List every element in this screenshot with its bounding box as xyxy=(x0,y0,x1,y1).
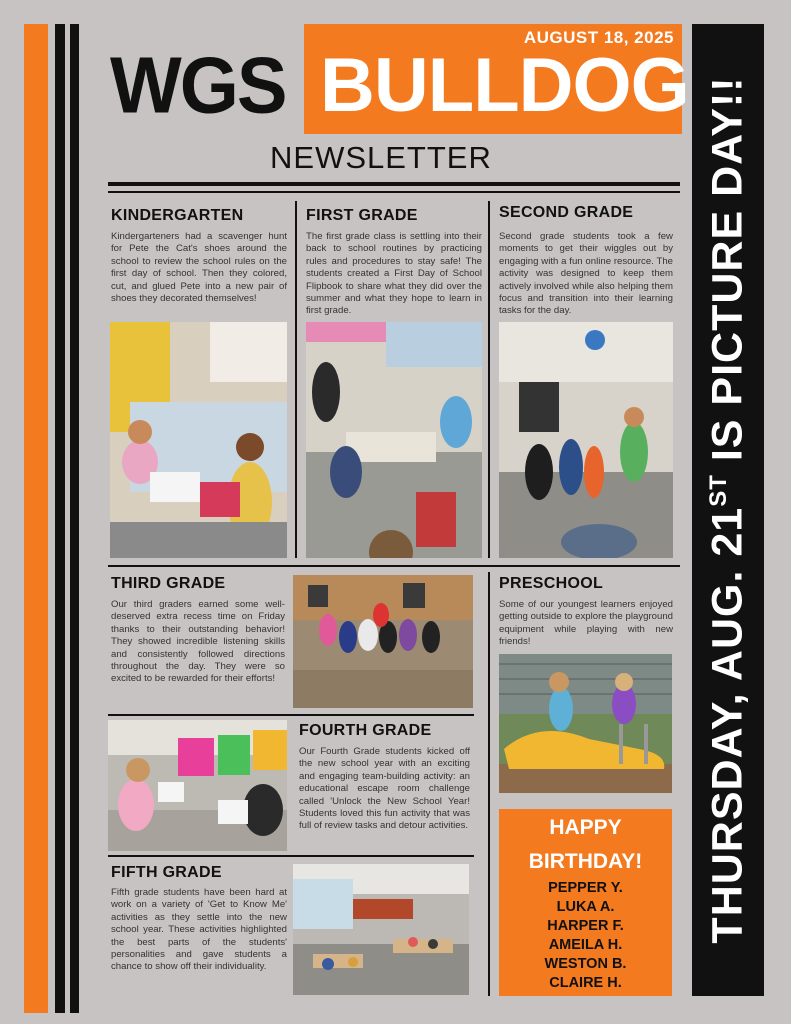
left-orange-stripe xyxy=(24,24,48,1013)
picture-day-text xyxy=(704,76,753,943)
birthday-name: LUKA A. xyxy=(556,899,615,915)
masthead-rule-thin xyxy=(108,191,680,193)
second-grade-photo xyxy=(499,322,673,558)
masthead-bulldog: BULLDOG xyxy=(320,43,689,128)
fifth-grade-photo xyxy=(293,864,469,995)
birthday-name: WESTON B. xyxy=(544,956,627,972)
second-grade-title: SECOND GRADE xyxy=(499,204,634,221)
fourth-grade-text: Our Fourth Grade students kicked off the new school year with an exciting and engaging team-building activity: an educational escape room challenge called 'Unlock the New School Year! Students loved this fun activity that was full of review tasks and detour activities. xyxy=(299,746,470,832)
column-divider xyxy=(488,201,490,558)
birthday-name: AMEILA H. xyxy=(548,937,623,953)
row-divider xyxy=(108,855,474,857)
birthday-name: CLAIRE H. xyxy=(549,975,622,991)
fourth-grade-title: FOURTH GRADE xyxy=(299,722,432,739)
masthead-wgs: WGS xyxy=(110,40,286,131)
birthday-name: PEPPER Y. xyxy=(548,880,623,896)
kindergarten-photo xyxy=(110,322,287,558)
birthday-name: HARPER F. xyxy=(547,918,624,934)
birthday-title-line1: HAPPY xyxy=(549,816,622,839)
third-grade-title: THIRD GRADE xyxy=(111,575,226,592)
row-divider xyxy=(108,714,474,716)
preschool-photo xyxy=(499,654,672,793)
preschool-title: PRESCHOOL xyxy=(499,575,604,592)
column-divider xyxy=(295,201,297,558)
masthead-newsletter: NEWSLETTER xyxy=(270,140,492,175)
row-divider xyxy=(108,565,680,567)
issue-date: AUGUST 18, 2025 xyxy=(523,28,674,47)
picture-day-text-end: IS PICTURE DAY!! xyxy=(703,76,752,475)
fourth-grade-photo xyxy=(108,720,287,851)
fifth-grade-text: Fifth grade students have been hard at work on a variety of 'Get to Know Me' activities as they settle into the new school year. These activities highlighted the best parts of the students' personalities and gave students a chance to show off their individuality. xyxy=(111,887,287,973)
birthday-box xyxy=(499,809,672,996)
birthday-title-line2: BIRTHDAY! xyxy=(528,850,643,873)
first-grade-photo xyxy=(306,322,482,558)
third-grade-photo xyxy=(293,575,473,708)
kindergarten-text: Kindergarteners had a scavenger hunt for Pete the Cat's shoes around the school to review the school rules on the first day of school. Then they colored, cut, and glued Pete into a new pair of shoes they decorated themselves! xyxy=(111,231,287,305)
left-black-stripe xyxy=(55,24,65,1013)
picture-day-text-main: THURSDAY, AUG. 21 xyxy=(703,506,752,944)
third-grade-text: Our third graders earned some well-deserved extra recess time on Friday thanks to their outstanding behavior! They showed incredible listening skills and consistently followed directions throughout the day. They were so excited to be rewarded for their efforts! xyxy=(111,599,285,685)
kindergarten-title: KINDERGARTEN xyxy=(111,207,244,224)
second-grade-text: Second grade students took a few moments to get their wiggles out by engaging with a fun online resource. The activity was designed to keep them actively involved while also helping them focus and transition into their learning tasks for the day. xyxy=(499,231,673,317)
left-black-stripe-2 xyxy=(70,24,79,1013)
masthead-rule xyxy=(108,182,680,186)
picture-day-text-sup: ST xyxy=(705,474,733,507)
first-grade-text: The first grade class is settling into their back to school routines by practicing rules and procedures to stay safe! The students created a First Day of School Flipbook to share what they did over the summer and what they hope to learn in first grade. xyxy=(306,231,482,317)
column-divider xyxy=(488,572,490,996)
preschool-text: Some of our youngest learners enjoyed getting outside to explore the playground equipment while playing with new friends! xyxy=(499,599,673,648)
fifth-grade-title: FIFTH GRADE xyxy=(111,864,222,881)
first-grade-title: FIRST GRADE xyxy=(306,207,418,224)
